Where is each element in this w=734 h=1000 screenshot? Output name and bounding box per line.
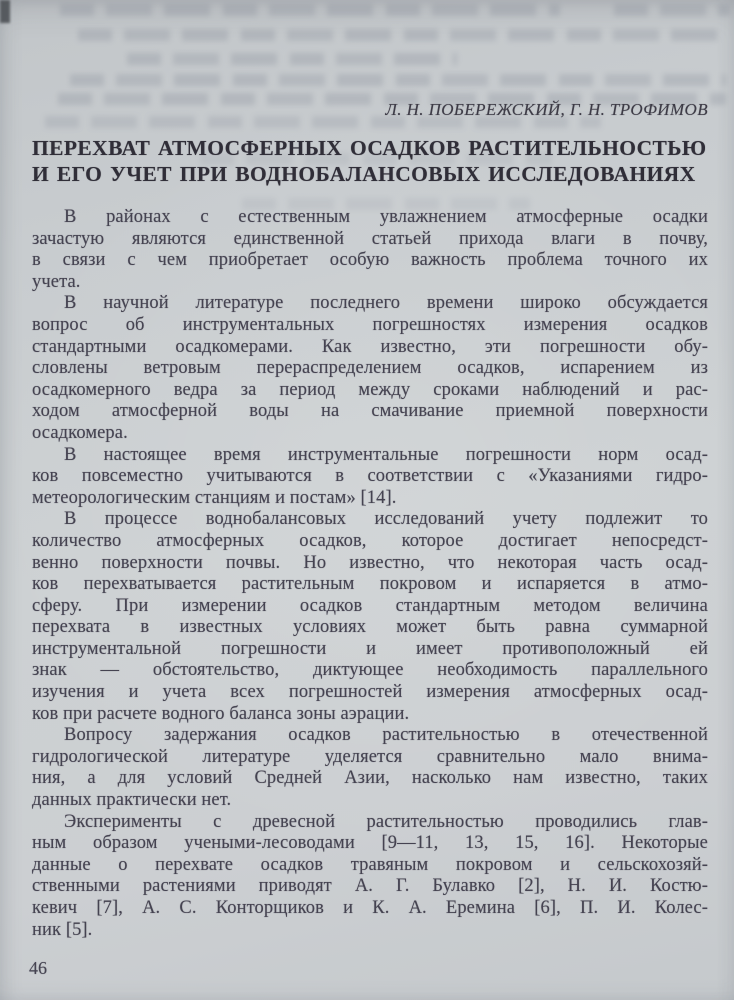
paragraph <box>32 725 708 811</box>
paragraph <box>32 812 708 942</box>
text-line: В научной литературе последнего времени широко обсуждается <box>64 293 708 314</box>
text-line: данных практически нет. <box>32 790 232 811</box>
text-line: осадкомерного ведра за период между сроками наблюдений и рас- <box>32 379 708 400</box>
text-line: словлены ветровым перераспределением осадков, испарением из <box>32 358 708 379</box>
text-line: учета. <box>32 271 81 292</box>
text-line: В районах с естественным увлажнением атмосферные осадки <box>64 207 708 227</box>
paragraph <box>32 509 708 725</box>
text-line: знак — обстоятельство, диктующее необходимость параллельного <box>32 660 708 681</box>
text-line: сферу. При измерении осадков стандартным методом величина <box>32 595 708 616</box>
paragraph <box>32 445 708 510</box>
text-line: ков при расчете водного баланса зоны аэрации. <box>32 703 410 724</box>
text-line: количество атмосферных осадков, которое достигает непосредст- <box>32 530 708 551</box>
text-line: ным образом учеными-лесоводами [9—11, 13, 15, 16]. Некоторые <box>32 833 708 854</box>
article-body <box>32 207 708 941</box>
page-number: 46 <box>29 958 47 979</box>
text-line: кевич [7], А. С. Конторщиков и К. А. Еремина [6], П. И. Колес- <box>32 898 708 918</box>
text-line: В настоящее время инструментальные погрешности норм осад- <box>64 444 708 465</box>
text-line: ния, а для условий Средней Азии, насколько нам известно, таких <box>32 768 708 789</box>
text-line: гидрологической литературе уделяется сравнительно мало внима- <box>32 746 708 767</box>
text-line: Эксперименты с древесной растительностью проводились глав- <box>64 811 708 832</box>
text-line: осадкомера. <box>32 422 128 443</box>
authors-line: Л. Н. ПОБЕРЕЖСКИЙ, Г. Н. ТРОФИМОВ <box>385 100 708 119</box>
text-line: изучения и учета всех погрешностей измерения атмосферных осад- <box>32 682 708 703</box>
text-line: Вопросу задержания осадков растительностью в отечественной <box>64 725 708 746</box>
text-line: инструментальной погрешности и имеет противоположный ей <box>32 638 708 659</box>
text-line: метеорологическим станциям и постам» [14]. <box>32 487 397 508</box>
text-line: ходом атмосферной воды на смачивание приемной поверхности <box>32 401 708 422</box>
text-line: в связи с чем приобретает особую важность проблема точного их <box>32 250 708 271</box>
text-line: ственными растениями приводят А. Г. Булавко [2], Н. И. Костю- <box>32 876 708 897</box>
page-content <box>29 0 708 979</box>
paragraph <box>32 293 708 444</box>
text-line: ков повсеместно учитываются в соответствии с «Указаниями гидро- <box>32 466 708 487</box>
text-line: зачастую являются единственной статьей прихода влаги в почву, <box>32 228 708 249</box>
text-line: вопрос об инструментальных погрешностях измерения осадков <box>32 314 708 335</box>
text-line: данные о перехвате осадков травяным покровом и сельскохозяй- <box>32 854 708 875</box>
text-line: ков перехватывается растительным покровом и испаряется в атмо- <box>32 574 708 595</box>
text-line: В процессе воднобалансовых исследований учету подлежит то <box>64 509 708 530</box>
text-line: стандартными осадкомерами. Как известно, эти погрешности обу- <box>32 336 708 357</box>
text-line: перехвата в известных условиях может быть равна суммарной <box>32 617 708 638</box>
text-line: ник [5]. <box>32 919 93 940</box>
text-line: венно поверхности почвы. Но известно, что некоторая часть осад- <box>32 552 708 573</box>
article-title <box>32 135 708 187</box>
article-title-line-1: ПЕРЕХВАТ АТМОСФЕРНЫХ ОСАДКОВ РАСТИТЕЛЬНОСТЬЮ <box>32 136 707 160</box>
paragraph <box>32 207 708 293</box>
scan-corner-mark <box>0 0 10 23</box>
article-title-line-2: И ЕГО УЧЕТ ПРИ ВОДНОБАЛАНСОВЫХ ИССЛЕДОВАНИЯХ <box>32 162 696 186</box>
